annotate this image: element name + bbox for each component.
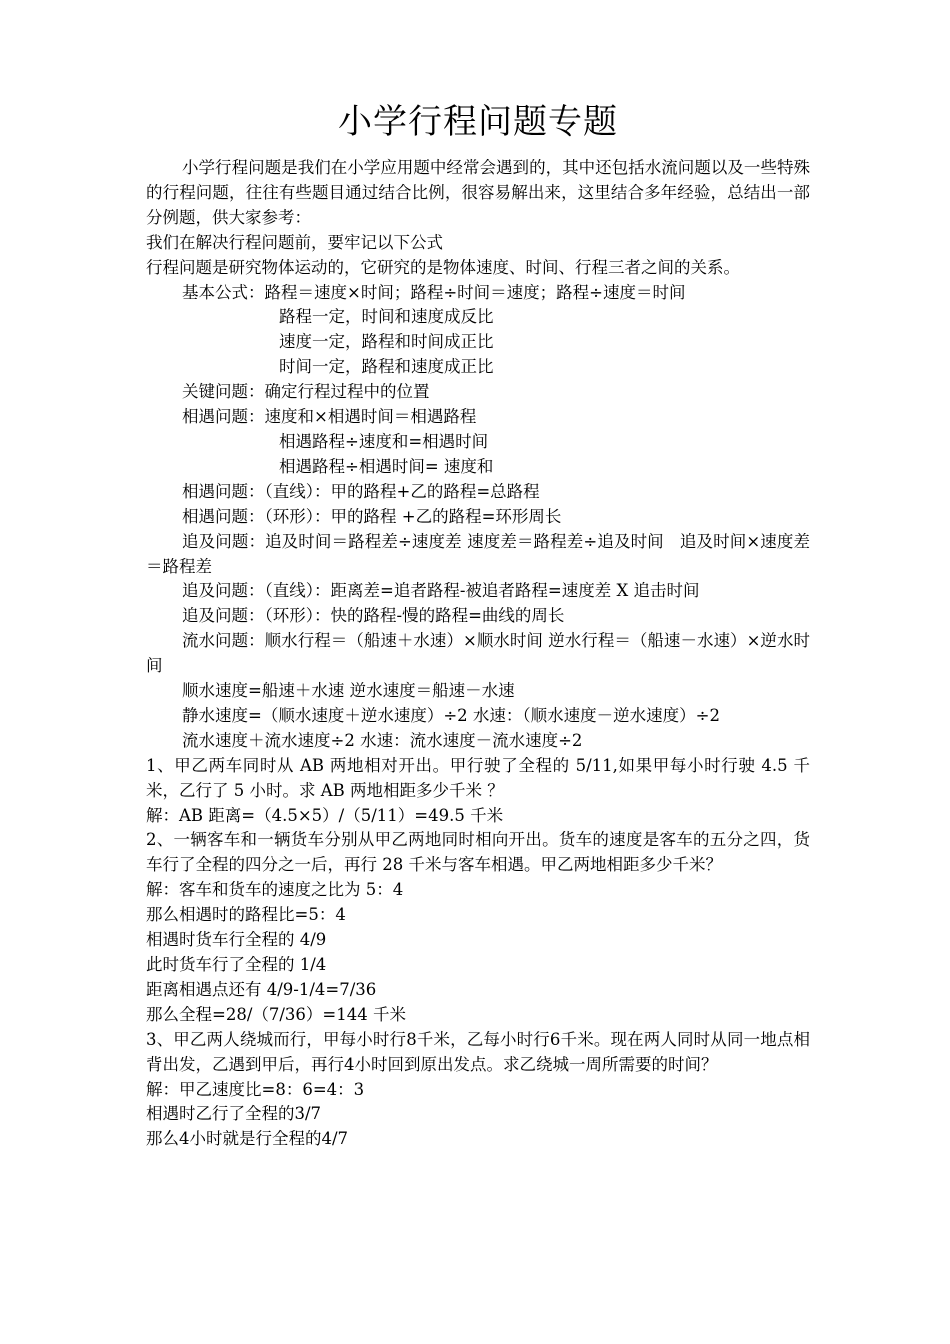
basic-formula: 基本公式：路程＝速度×时间；路程÷时间＝速度；路程÷速度＝时间 [182,282,686,302]
meeting-circular: 相遇问题：（环形）：甲的路程 +乙的路程=环形周长 [182,506,562,526]
key-problem: 关键问题：确定行程过程中的位置 [182,382,430,402]
document-title: 小学行程问题专题 [338,102,618,142]
definition-line: 行程问题是研究物体运动的，它研究的是物体速度、时间、行程三者之间的关系。 [146,257,740,277]
solution-1: 解：AB 距离=（4.5×5）/（5/11）=49.5 千米 [146,805,504,825]
intro-paragraph: 小学行程问题是我们在小学应用题中经常会遇到的，其中还包括水流问题以及一些特殊的行程问题，往往有些题目通过结合比例，很容易解出来，这里结合多年经验，总结出一部分例题，供大家参考： [146,158,810,227]
solution-3-step-1: 解：甲乙速度比=8：6=4：3 [146,1079,365,1099]
solution-3-step-2: 相遇时乙行了全程的3/7 [146,1104,322,1124]
document-page [146,94,810,1152]
meeting-formula-1: 相遇问题：速度和×相遇时间＝相遇路程 [182,407,477,427]
problem-2: 2、一辆客车和一辆货车分别从甲乙两地同时相向开出。货车的速度是客车的五分之四，货车行了全程的四分之一后，再行 28 千米与客车相遇。甲乙两地相距多少千米？ [146,830,810,875]
problem-3: 3、甲乙两人绕城而行，甲每小时行8千米，乙每小时行6千米。现在两人同时从同一地点相背出发，乙遇到甲后，再行4小时回到原出发点。求乙绕城一周所需要的时间？ [146,1029,810,1074]
formula-time-fixed: 时间一定，路程和速度成正比 [279,357,494,377]
formula-reminder: 我们在解决行程问题前，要牢记以下公式 [146,232,443,252]
meeting-formula-3: 相遇路程÷相遇时间= 速度和 [279,456,494,476]
formula-speed-fixed: 速度一定，路程和时间成正比 [279,332,494,352]
downstream-speed: 顺水速度=船速＋水速 逆水速度＝船速－水速 [182,681,515,701]
still-water-speed: 静水速度=（顺水速度＋逆水速度）÷2 水速：（顺水速度－逆水速度）÷2 [182,705,720,725]
chase-formula: 追及问题：追及时间＝路程差÷速度差 速度差＝路程差÷追及时间 追及时间×速度差＝路程差 [146,531,810,576]
solution-2-step-4: 此时货车行了全程的 1/4 [146,955,327,974]
chase-straight: 追及问题：（直线）：距离差=追者路程-被追者路程=速度差 X 追击时间 [182,581,700,601]
formula-distance-fixed: 路程一定，时间和速度成反比 [279,307,494,327]
meeting-straight: 相遇问题：（直线）：甲的路程+乙的路程=总路程 [182,481,540,501]
solution-3-step-3: 那么4小时就是行全程的4/7 [146,1129,349,1149]
flow-formula: 流水问题：顺水行程＝（船速＋水速）×顺水时间 逆水行程＝（船速－水速）×逆水时间 [146,631,810,676]
problem-1: 1、甲乙两车同时从 AB 两地相对开出。甲行驶了全程的 5/11,如果甲每小时行驶 4.5 千米，乙行了 5 小时。求 AB 两地相距多少千米 ？ [146,755,810,800]
chase-circular: 追及问题：（环形）：快的路程-慢的路程=曲线的周长 [182,606,565,626]
flow-speed: 流水速度＋流水速度÷2 水速：流水速度－流水速度÷2 [182,730,583,750]
solution-2-step-2: 那么相遇时的路程比=5：4 [146,905,346,925]
solution-2-step-6: 那么全程=28/（7/36）=144 千米 [146,1004,406,1024]
solution-2-step-5: 距离相遇点还有 4/9-1/4=7/36 [146,979,377,999]
meeting-formula-2: 相遇路程÷速度和=相遇时间 [279,431,489,451]
solution-2-step-3: 相遇时货车行全程的 4/9 [146,930,327,950]
solution-2-step-1: 解：客车和货车的速度之比为 5：4 [146,880,404,900]
